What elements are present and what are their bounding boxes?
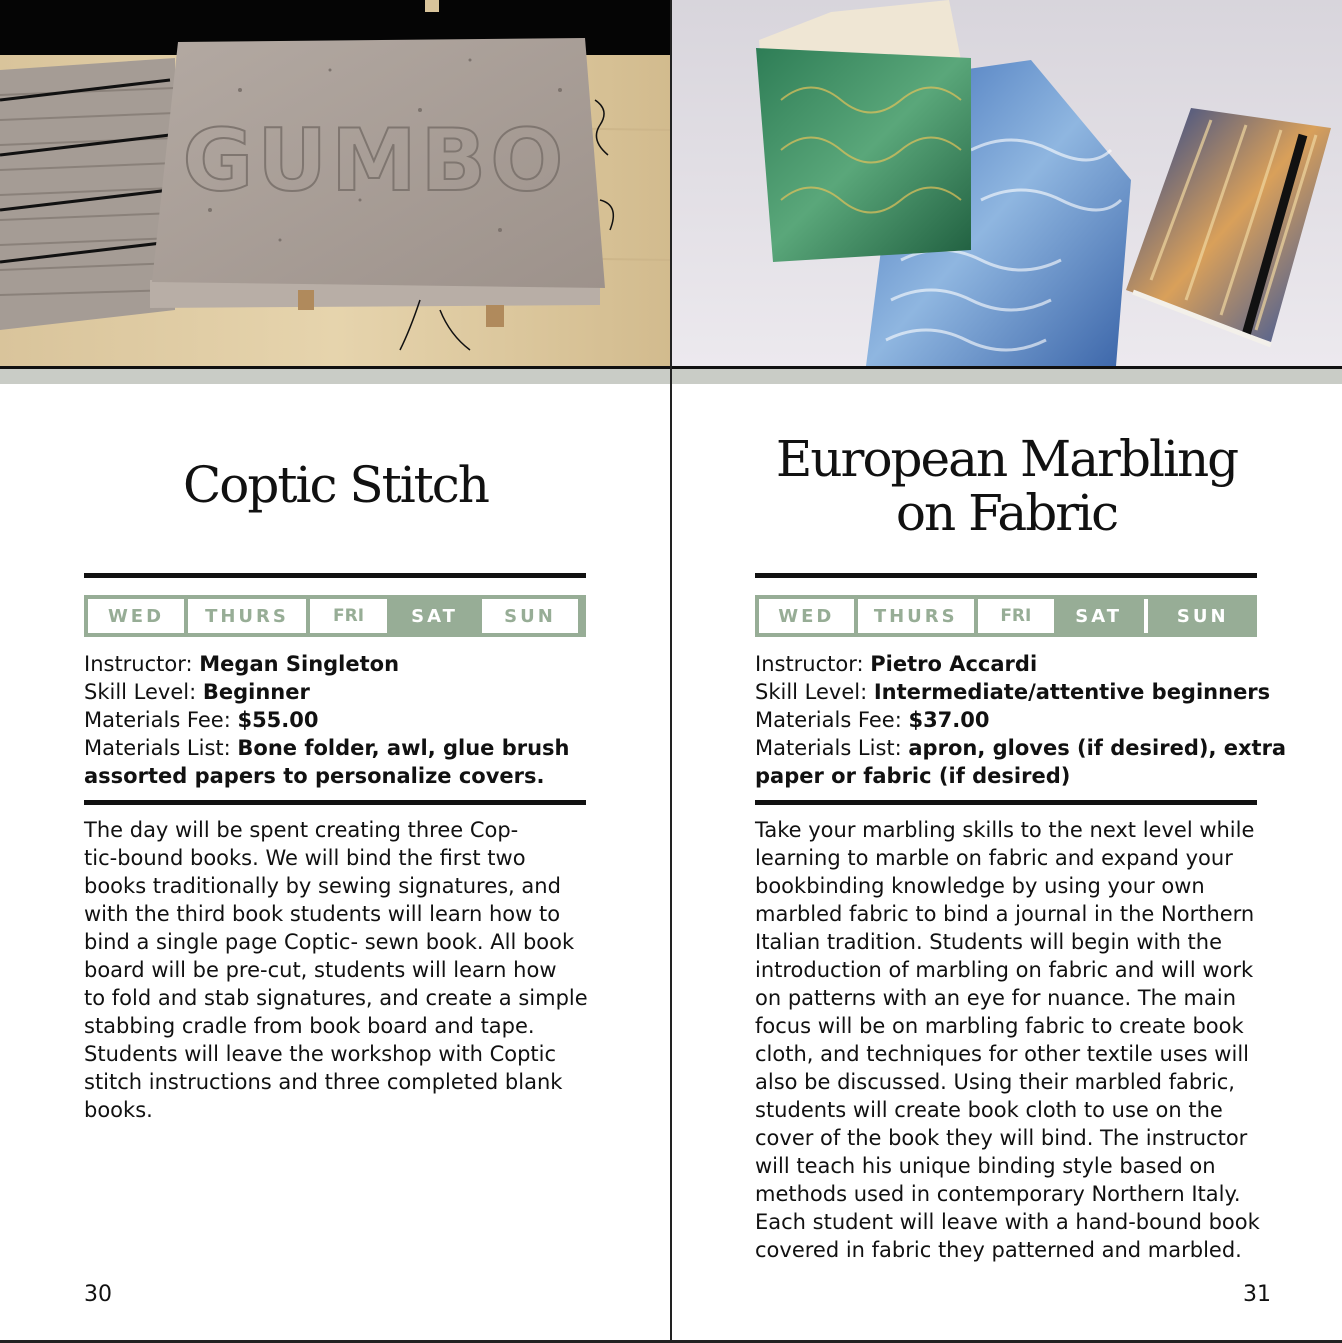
description-line: learning to marble on fabric and expand your <box>755 846 1233 870</box>
page-title <box>731 432 1282 540</box>
description-line: methods used in contemporary Northern Italy. <box>755 1182 1241 1206</box>
fee-row <box>84 706 570 734</box>
title-line: Coptic Stitch <box>183 456 488 514</box>
day-schedule <box>755 595 1257 637</box>
day-sat: SAT <box>1058 599 1140 633</box>
description-line: Italian tradition. Students will begin with the <box>755 930 1223 954</box>
materials-fee: $55.00 <box>237 708 319 732</box>
description-line: bind a single page Coptic- sewn book. All book <box>84 930 575 954</box>
materials-fee: $37.00 <box>908 708 990 732</box>
photo-band <box>671 369 1342 384</box>
materials-list-line1: Bone folder, awl, glue brush <box>237 736 570 760</box>
fee-label: Materials Fee: <box>84 708 238 732</box>
skill-level: Beginner <box>202 680 310 704</box>
instructor-row <box>755 650 1286 678</box>
top-rule <box>755 573 1257 578</box>
fee-label: Materials Fee: <box>755 708 909 732</box>
description-line: to fold and stab signatures, and create a simple <box>84 986 588 1010</box>
workshop-info <box>755 650 1286 790</box>
instructor-row <box>84 650 570 678</box>
photo-band <box>0 369 671 384</box>
description-line: cloth, and techniques for other textile uses will <box>755 1042 1249 1066</box>
instructor-name: Pietro Accardi <box>870 652 1038 676</box>
day-separator <box>1144 599 1149 633</box>
right-page <box>671 0 1342 1343</box>
materials-row-2 <box>755 762 1286 790</box>
description-line: Students will leave the workshop with Coptic <box>84 1042 557 1066</box>
instructor-name: Megan Singleton <box>199 652 400 676</box>
instructor-label: Instructor: <box>84 652 200 676</box>
day-thurs: THURS <box>188 599 306 633</box>
materials-row <box>84 734 570 762</box>
description-line: Take your marbling skills to the next level while <box>755 818 1255 842</box>
materials-label: Materials List: <box>755 736 909 760</box>
gumbo-embossed-title: GUMBO <box>182 111 568 211</box>
materials-list-line2: assorted papers to personalize covers. <box>84 764 545 788</box>
materials-row-2 <box>84 762 570 790</box>
day-fri: FRI <box>978 599 1054 633</box>
marbling-photo <box>671 0 1342 366</box>
title-line: on Fabric <box>895 484 1118 542</box>
materials-label: Materials List: <box>84 736 238 760</box>
description-line: books traditionally by sewing signatures, and <box>84 874 561 898</box>
skill-row <box>755 678 1286 706</box>
day-sat: SAT <box>391 599 478 633</box>
marbled-books-image <box>671 0 1342 366</box>
day-thurs: THURS <box>858 599 974 633</box>
materials-list-line2: paper or fabric (if desired) <box>755 764 1071 788</box>
coptic-book-image <box>0 0 671 366</box>
skill-row <box>84 678 570 706</box>
description-line: cover of the book they will bind. The instructor <box>755 1126 1248 1150</box>
fee-row <box>755 706 1286 734</box>
instructor-label: Instructor: <box>755 652 871 676</box>
page-number: 31 <box>1243 1282 1271 1307</box>
description-line: stitch instructions and three completed blank <box>84 1070 563 1094</box>
description-line: board will be pre-cut, students will learn how <box>84 958 557 982</box>
description-line: students will create book cloth to use on the <box>755 1098 1223 1122</box>
day-sun: SUN <box>482 599 578 633</box>
middle-rule <box>84 800 586 805</box>
description-line: will teach his unique binding style based on <box>755 1154 1216 1178</box>
top-rule <box>84 573 586 578</box>
day-wed: WED <box>759 599 854 633</box>
description-line: marbled fabric to bind a journal in the Northern <box>755 902 1255 926</box>
description-line: also be discussed. Using their marbled fabric, <box>755 1070 1235 1094</box>
skill-label: Skill Level: <box>755 680 874 704</box>
skill-label: Skill Level: <box>84 680 203 704</box>
description-line: with the third book students will learn how to <box>84 902 561 926</box>
description-line: bookbinding knowledge by using your own <box>755 874 1205 898</box>
description-line: Each student will leave with a hand-bound book <box>755 1210 1260 1234</box>
description-line: covered in fabric they patterned and marbled. <box>755 1238 1242 1262</box>
description-line: on patterns with an eye for nuance. The main <box>755 986 1237 1010</box>
day-wed: WED <box>88 599 184 633</box>
description-line: tic-bound books. We will bind the first two <box>84 846 526 870</box>
skill-level: Intermediate/attentive beginners <box>873 680 1271 704</box>
page-title <box>60 458 611 512</box>
description <box>84 816 588 1124</box>
description-line: focus will be on marbling fabric to create book <box>755 1014 1244 1038</box>
day-schedule <box>84 595 586 637</box>
description-line: stabbing cradle from book board and tape. <box>84 1014 535 1038</box>
materials-row <box>755 734 1286 762</box>
spine-divider <box>670 0 672 1343</box>
day-sun: SUN <box>1152 599 1253 633</box>
page-number: 30 <box>84 1282 112 1307</box>
description-line: books. <box>84 1098 153 1122</box>
materials-list-line1: apron, gloves (if desired), extra <box>908 736 1287 760</box>
day-fri: FRI <box>310 599 387 633</box>
middle-rule <box>755 800 1257 805</box>
description-line: The day will be spent creating three Cop- <box>84 818 519 842</box>
title-line: European Marbling <box>775 430 1238 488</box>
description <box>755 816 1260 1264</box>
description-line: introduction of marbling on fabric and will work <box>755 958 1254 982</box>
coptic-book-photo <box>0 0 671 366</box>
workshop-info <box>84 650 570 790</box>
